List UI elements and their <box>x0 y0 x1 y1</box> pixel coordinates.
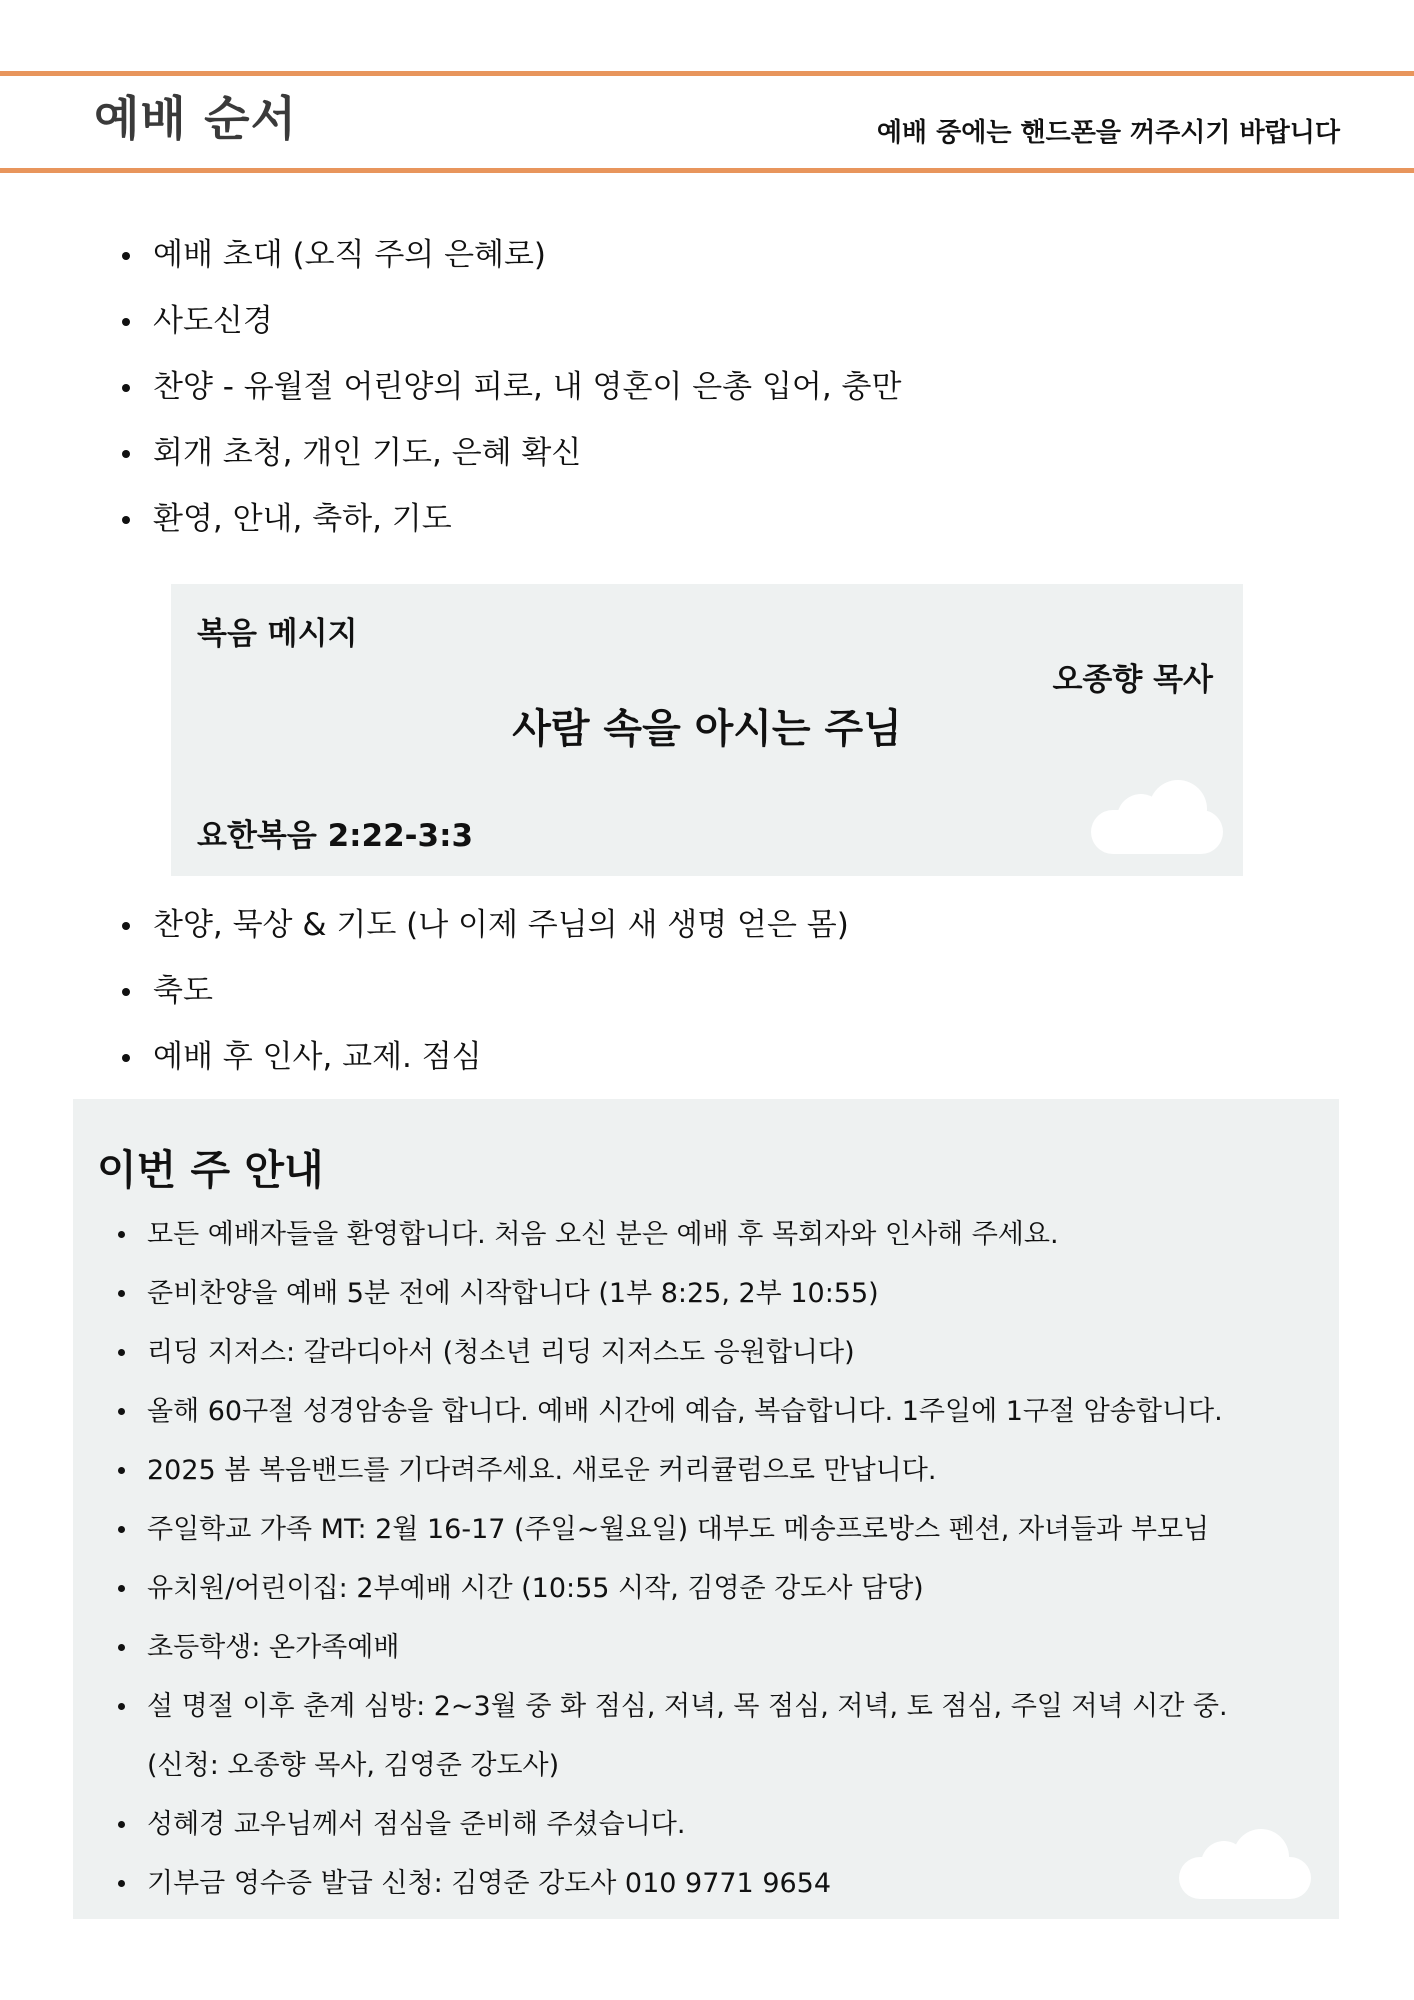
notice-item: 모든 예배자들을 환영합니다. 처음 오신 분은 예배 후 목회자와 인사해 주세요. <box>117 1205 1317 1264</box>
order-item: 회개 초청, 개인 기도, 은혜 확신 <box>120 420 901 486</box>
order-list-before <box>120 222 901 552</box>
notice-item: 준비찬양을 예배 5분 전에 시작합니다 (1부 8:25, 2부 10:55) <box>117 1264 1317 1323</box>
notice-item: 리딩 지저스: 갈라디아서 (청소년 리딩 지저스도 응원합니다) <box>117 1323 1317 1382</box>
order-item: 찬양 - 유월절 어린양의 피로, 내 영혼이 은총 입어, 충만 <box>120 354 901 420</box>
notice-heading: 이번 주 안내 <box>97 1146 324 1194</box>
order-item: 예배 후 인사, 교제. 점심 <box>120 1024 849 1090</box>
notice-item-line: (신청: 오종향 목사, 김영준 강도사) <box>147 1750 560 1781</box>
phone-notice: 예배 중에는 핸드폰을 꺼주시기 바랍니다 <box>876 118 1340 148</box>
notice-item: 2025 봄 복음밴드를 기다려주세요. 새로운 커리큘럼으로 만납니다. <box>117 1441 1317 1500</box>
cloud-icon <box>1091 780 1223 854</box>
notice-item: 유치원/어린이집: 2부예배 시간 (10:55 시작, 김영준 강도사 담당) <box>117 1559 1317 1618</box>
sermon-scripture: 요한복음 2:22-3:3 <box>197 818 474 854</box>
sermon-title: 사람 속을 아시는 주님 <box>512 706 902 752</box>
header-rule-top <box>0 71 1414 76</box>
notice-item: 성혜경 교우님께서 점심을 준비해 주셨습니다. <box>117 1795 1317 1854</box>
notice-item: 기부금 영수증 발급 신청: 김영준 강도사 010 9771 9654 <box>117 1854 1317 1913</box>
notice-item: 올해 60구절 성경암송을 합니다. 예배 시간에 예습, 복습합니다. 1주일에 1구절 암송합니다. <box>117 1382 1317 1441</box>
header-rule-bottom <box>0 168 1414 173</box>
notice-item <box>117 1677 1317 1795</box>
order-item: 사도신경 <box>120 288 901 354</box>
notice-box <box>73 1099 1339 1919</box>
notice-item-line: 설 명절 이후 춘계 심방: 2~3월 중 화 점심, 저녁, 목 점심, 저녁, 토 점심, 주일 저녁 시간 중. <box>147 1691 1228 1722</box>
sermon-box <box>171 584 1243 876</box>
notice-item: 초등학생: 온가족예배 <box>117 1618 1317 1677</box>
notice-list <box>117 1205 1317 1913</box>
order-item: 찬양, 묵상 & 기도 (나 이제 주님의 새 생명 얻은 몸) <box>120 892 849 958</box>
order-item: 축도 <box>120 958 849 1024</box>
notice-item: 주일학교 가족 MT: 2월 16-17 (주일~월요일) 대부도 메송프로방스 펜션, 자녀들과 부모님 <box>117 1500 1317 1559</box>
order-list-after <box>120 892 849 1090</box>
order-item: 예배 초대 (오직 주의 은혜로) <box>120 222 901 288</box>
sermon-pastor: 오종향 목사 <box>1052 662 1213 698</box>
cloud-icon <box>1179 1829 1311 1899</box>
page-title: 예배 순서 <box>94 92 297 147</box>
order-item: 환영, 안내, 축하, 기도 <box>120 486 901 552</box>
sermon-label: 복음 메시지 <box>197 616 358 652</box>
